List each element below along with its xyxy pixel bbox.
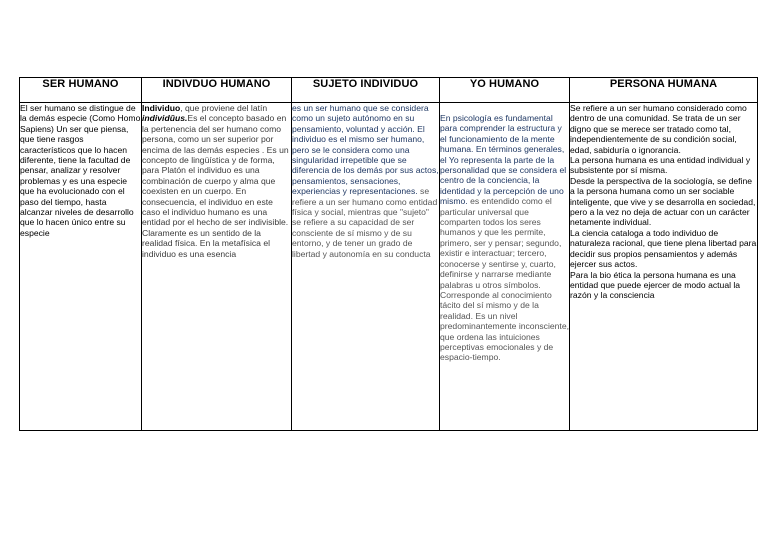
persona-p4: La ciencia cataloga a todo individuo de naturaleza racional, que tiene plena libertad para decidir sus propios pensamientos y además ejercer sus actos. (570, 227, 757, 270)
header-yo-humano: YO HUMANO (440, 78, 570, 103)
header-ser-humano: SER HUMANO (20, 78, 142, 103)
comparison-table (19, 77, 758, 431)
yo-part1: En psicología es fundamental para comprender la estructura y el funcionamiento de la mente humana. En términos generales, el Yo representa la parte de la personalidad que se considera el centro de la conciencia, la identidad y la percepción de uno mismo. (440, 113, 567, 207)
cell-persona-humana (570, 103, 758, 431)
header-sujeto-individuo: SUJETO INDIVIDUO (292, 78, 440, 103)
individuo-latin: individŭus. (142, 113, 188, 124)
cell-individuo-humano (142, 103, 292, 431)
cell-sujeto-individuo (292, 103, 440, 431)
persona-p3: Desde la perspectiva de la sociología, se define a la persona humana como un ser sociable inteligente, que vive y se desarrolla en sociedad, pero a la vez no deja de actuar con un carácter netamente individual. (570, 175, 756, 228)
persona-p5: Para la bio ética la persona humana es una entidad que puede ejercer de modo actual la razón y la consciencia (570, 269, 741, 301)
individuo-text: Es el concepto basado en la pertenencia del ser humano como persona, como un ser superior por encima de las demás especies . Es un concepto de lingüística y de forma, para Platón el individuo es una combinación de cuerpo y alma que coexisten en un cuerpo. En consecuencia, el individuo en este caso el individuo humano es una entidad por el hecho de ser indivisible. Claramente es un sentido de la realidad física. En la metafísica el individuo es una esencia (142, 113, 289, 259)
header-row (20, 78, 758, 103)
individuo-intro: , que proviene del latín (180, 103, 268, 113)
yo-part2: es entendido como el particular universal que comparten todos los seres humanos y que les permite, primero, ser y pensar; segundo, existir e interactuar; tercero, conocerse y sentirse y, cuarto, definirse y narrarse mediante palabras u otros símbolos. (440, 196, 562, 290)
content-row (20, 103, 758, 431)
persona-p2: La persona humana es una entidad individual y subsistente por sí misma. (570, 155, 751, 176)
cell-yo-humano (440, 103, 570, 431)
individuo-term: Individuo (142, 103, 181, 113)
persona-p1: Se refiere a un ser humano considerado como dentro de una comunidad. Se trata de un ser digno que se merece ser tratado como tal, independientemente de su condición social, edad, sabiduría o ignorancia. (570, 103, 747, 155)
sujeto-part1: es un ser humano que se considera como un sujeto autónomo en su pensamiento, voluntad y acción. El individuo es el mismo ser humano, pero se le considera como una singularidad irrepetible que se diferencia de los demás por sus actos, pensamientos, sensaciones, experiencias y representaciones. (292, 103, 439, 197)
cell-ser-humano (20, 103, 142, 431)
yo-part3: Corresponde al conocimiento tácito del sí mismo y de la realidad. Es un nivel predominantemente inconsciente, que ordena las intuiciones perceptivas emocionales y de espacio-tiempo. (440, 289, 569, 363)
ser-humano-text: El ser humano se distingue de la demás especie (Como Homo Sapiens) Un ser que piensa, que tiene rasgos característicos que lo hacen diferente, tiene la facultad de pensar, analizar y resolver problemas y es una especie que ha evolucionado con el paso del tiempo, hasta alcanzar niveles de desarrollo que lo hacen único entre su especie (20, 103, 141, 238)
sujeto-part2: se refiere a un ser humano como entidad física y social, mientras que "sujeto" se refiere a su capacidad de ser consciente de sí mismo y de su entorno, y de tener un grado de libertad y autonomía en su conducta (292, 186, 438, 259)
header-individuo-humano: INDIVDUO HUMANO (142, 78, 292, 103)
header-persona-humana: PERSONA HUMANA (570, 78, 758, 103)
